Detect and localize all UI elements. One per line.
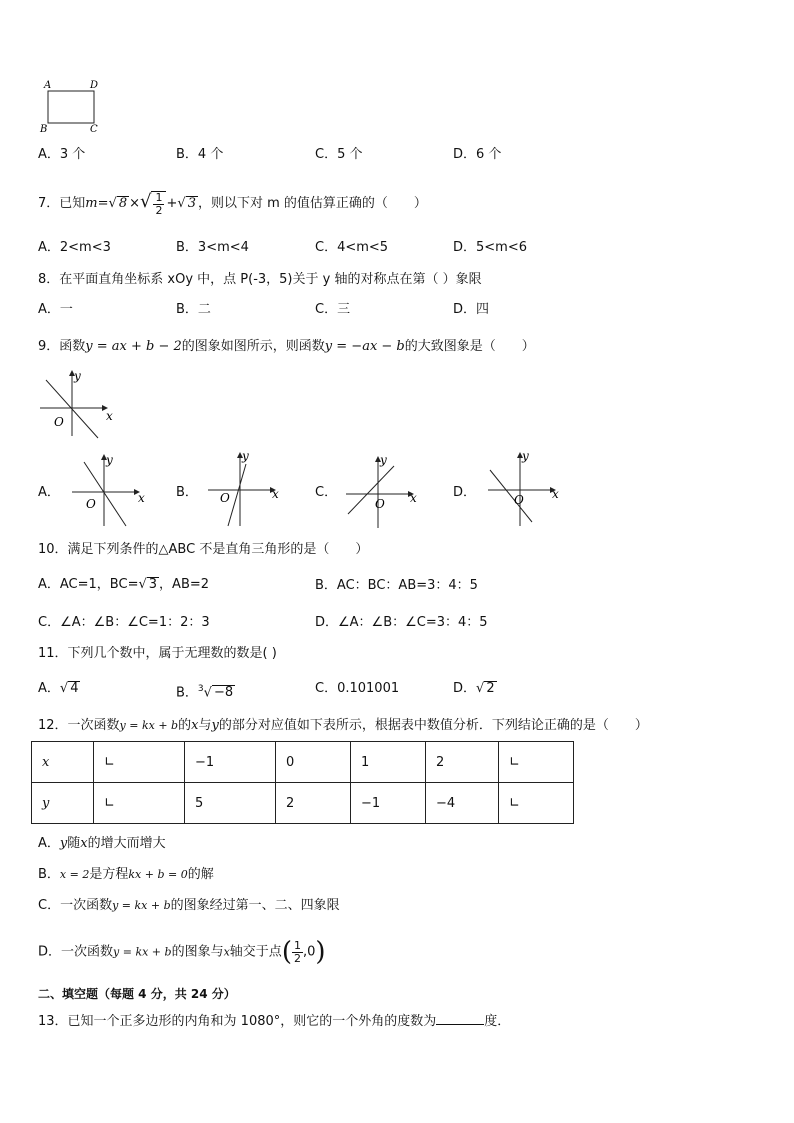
table-cell: ∟ [499,742,574,783]
q12-c-post: 的图象经过第一、二、四象限 [170,898,340,913]
q12-d-fraction [292,940,303,965]
q11-b-index: 3 [197,684,204,694]
q13-post: 度． [484,1014,511,1029]
q12-d-num: 1 [293,938,301,952]
table-cell: 2 [276,783,351,824]
q10-a-rad: 3 [148,577,158,592]
section-2-heading: 二、填空题（每题 4 分，共 24 分） [38,987,236,1001]
q7-radical-sign-3: √ [177,196,186,211]
q9-a-origin: O [86,497,96,511]
q10-stem: 10．满足下列条件的△ABC 不是直角三角形的是（ ） [38,542,369,557]
q7-stem [38,190,427,217]
table-cell: 1 [351,742,426,783]
q11-option-c: C．0.101001 [315,681,400,696]
q12-a-post: 的增大而增大 [87,836,166,851]
q8-stem: 8．在平面直角坐标系 xOy 中，点 P(-3，5)关于 y 轴的对称点在第（ ）象限 [38,272,482,287]
q8-option-d: D．四 [453,302,490,317]
q12-suffix: 的部分对应值如下表所示，根据表中数值分析．下列结论正确的是（ ） [218,718,648,733]
q12-d-lparen: ( [281,937,292,967]
q11-d-pre: D． [453,681,477,696]
q11-a-rad: 4 [70,681,79,696]
q11-stem: 11．下列几个数中，属于无理数的数是( ) [38,646,277,661]
q12-prefix: 12．一次函数 [38,718,120,733]
table-cell: ∟ [94,783,185,824]
q9-option-c-letter: C． [315,485,338,500]
q9-a-x-label: x [138,491,145,505]
q12-d-f: y = kx + b [113,945,172,959]
q11-a-pre: A． [38,681,60,696]
q12-d-post: 轴交于点 [229,944,282,960]
q8-option-b: B．二 [176,302,211,317]
q12-a-var2: x [80,836,88,851]
table-cell: ∟ [499,783,574,824]
q12-b-eq2: kx + b = 0 [128,868,188,881]
q9-d-origin: O [514,493,524,507]
q12-stem [38,717,648,735]
q10-option-a [38,576,209,594]
q7-radical-sign-2: √ [140,191,152,212]
q12-option-c [38,897,340,915]
q9-d-x-label: x [552,487,559,501]
q12-d-rparen: ) [315,937,326,967]
q12-var-x: x [191,718,199,733]
q9-b-origin: O [220,491,230,505]
q12-b-mid: 是方程 [89,867,129,882]
q12-b-eq: x = 2 [59,868,90,881]
q12-c-f: y = kx + b [112,899,171,912]
q9-main-x-label: x [106,409,113,423]
rect-label-a: A [44,80,52,91]
q6-option-b: B．4 个 [176,147,224,162]
q9-c-y-label: y [380,454,387,467]
q9-main-y-label: y [74,369,81,383]
q11-option-b [176,680,235,702]
value-table [31,741,574,824]
q9-a-y-label: y [106,453,113,467]
q9-c-origin: O [375,497,385,511]
q9-b-x-label: x [272,487,279,501]
q12-d-y: ,0 [302,944,316,960]
q9-b-y-label: y [242,450,249,463]
q11-b-pre: B． [176,685,198,701]
rectangle-figure [36,76,106,136]
q9-mid: 的图象如图所示，则函数 [181,339,325,354]
q12-option-a [38,835,166,853]
q7-sqrt3: 3 [187,196,196,211]
table-cell: −4 [426,783,499,824]
table-cell: ∟ [94,742,185,783]
q8-option-c: C．三 [315,302,351,317]
q9-option-a-letter: A． [38,485,60,500]
q12-c-pre: C．一次函数 [38,898,113,913]
table-cell: 5 [185,783,276,824]
q7-radical-sign: √ [108,196,117,211]
q11-option-a [38,680,80,698]
q9-function-2: y = −ax − b [324,339,405,354]
q7-option-a: A．2<m<3 [38,240,111,255]
q7-prefix: 7．已知 [38,196,86,211]
q13-answer-blank[interactable] [436,1012,484,1025]
rect-label-d: D [90,80,99,91]
q9-option-a-graph [68,452,148,530]
q9-option-d-graph [484,450,564,528]
q7-frac-den: 2 [155,203,163,217]
q7-option-d: D．5<m<6 [453,240,528,255]
q12-a-var: y [59,836,68,851]
q9-stem [38,338,535,356]
q7-suffix: ，则以下对 m 的值估算正确的（ ） [197,196,427,211]
q7-times: × [129,196,140,211]
q10-option-d: D．∠A：∠B：∠C=3：4：5 [315,615,488,630]
table-cell: x [32,742,94,783]
table-row [32,783,574,824]
q12-d-var: x [223,945,230,959]
q7-m-expr: m= [85,196,109,211]
q8-option-a: A．一 [38,302,73,317]
q12-d-pre: D．一次函数 [38,944,114,960]
q12-option-d [38,938,326,967]
q9-main-origin: O [54,415,64,429]
q9-option-b-graph [204,450,284,528]
q12-a-pre: A． [38,836,60,851]
q10-a-post: ，AB=2 [159,577,210,592]
q9-option-b-letter: B． [176,485,198,500]
q6-option-d: D．6 个 [453,147,502,162]
q9-option-d-letter: D． [453,485,477,500]
q11-a-radical: √ [59,681,69,696]
q13-pre: 13．已知一个正多边形的内角和为 1080°，则它的一个外角的度数为 [38,1014,437,1029]
table-cell: −1 [185,742,276,783]
q9-suffix: 的大致图象是（ ） [404,339,535,354]
q11-b-rad: −8 [213,685,234,701]
q11-b-radical: √ [203,685,212,701]
q12-b-pre: B． [38,867,60,882]
table-cell: 0 [276,742,351,783]
q11-d-rad: 2 [486,681,495,696]
q10-option-b: B．AC：BC：AB=3：4：5 [315,578,478,593]
q12-var-y: y [211,718,219,733]
q7-frac-num: 1 [155,190,163,204]
q10-option-c: C．∠A：∠B：∠C=1：2：3 [38,615,210,630]
q9-prefix: 9．函数 [38,339,86,354]
q9-main-graph [36,368,116,440]
q10-a-radical: √ [138,577,147,592]
q12-b-post: 的解 [187,867,214,882]
q9-d-y-label: y [522,450,529,463]
q7-sqrt8: 8 [118,196,128,211]
q11-option-d [453,680,497,698]
q9-c-x-label: x [410,491,417,505]
q12-d-mid: 的图象与 [171,944,224,960]
table-cell: 2 [426,742,499,783]
q6-option-a: A．3 个 [38,147,86,162]
rect-label-c: C [90,124,98,135]
q9-option-c-graph [342,454,422,532]
q12-option-b [38,866,214,884]
table-cell: y [32,783,94,824]
table-row [32,742,574,783]
q9-function-1: y = ax + b − 2 [85,339,182,354]
q6-option-c: C．5 个 [315,147,363,162]
q12-function: y = kx + b [119,719,179,732]
q10-a-pre: A．AC=1，BC= [38,577,139,592]
q12-d-den: 2 [293,951,301,965]
q12-mid2: 与 [198,718,212,733]
q13-stem [38,1012,510,1031]
q11-d-radical: √ [476,681,485,696]
q7-option-c: C．4<m<5 [315,240,389,255]
q7-plus: + [166,196,178,211]
rect-label-b: B [40,124,48,135]
table-cell: −1 [351,783,426,824]
q12-a-mid: 随 [67,836,81,851]
q7-option-b: B．3<m<4 [176,240,249,255]
q7-fraction [151,191,166,217]
q12-mid1: 的 [178,718,192,733]
